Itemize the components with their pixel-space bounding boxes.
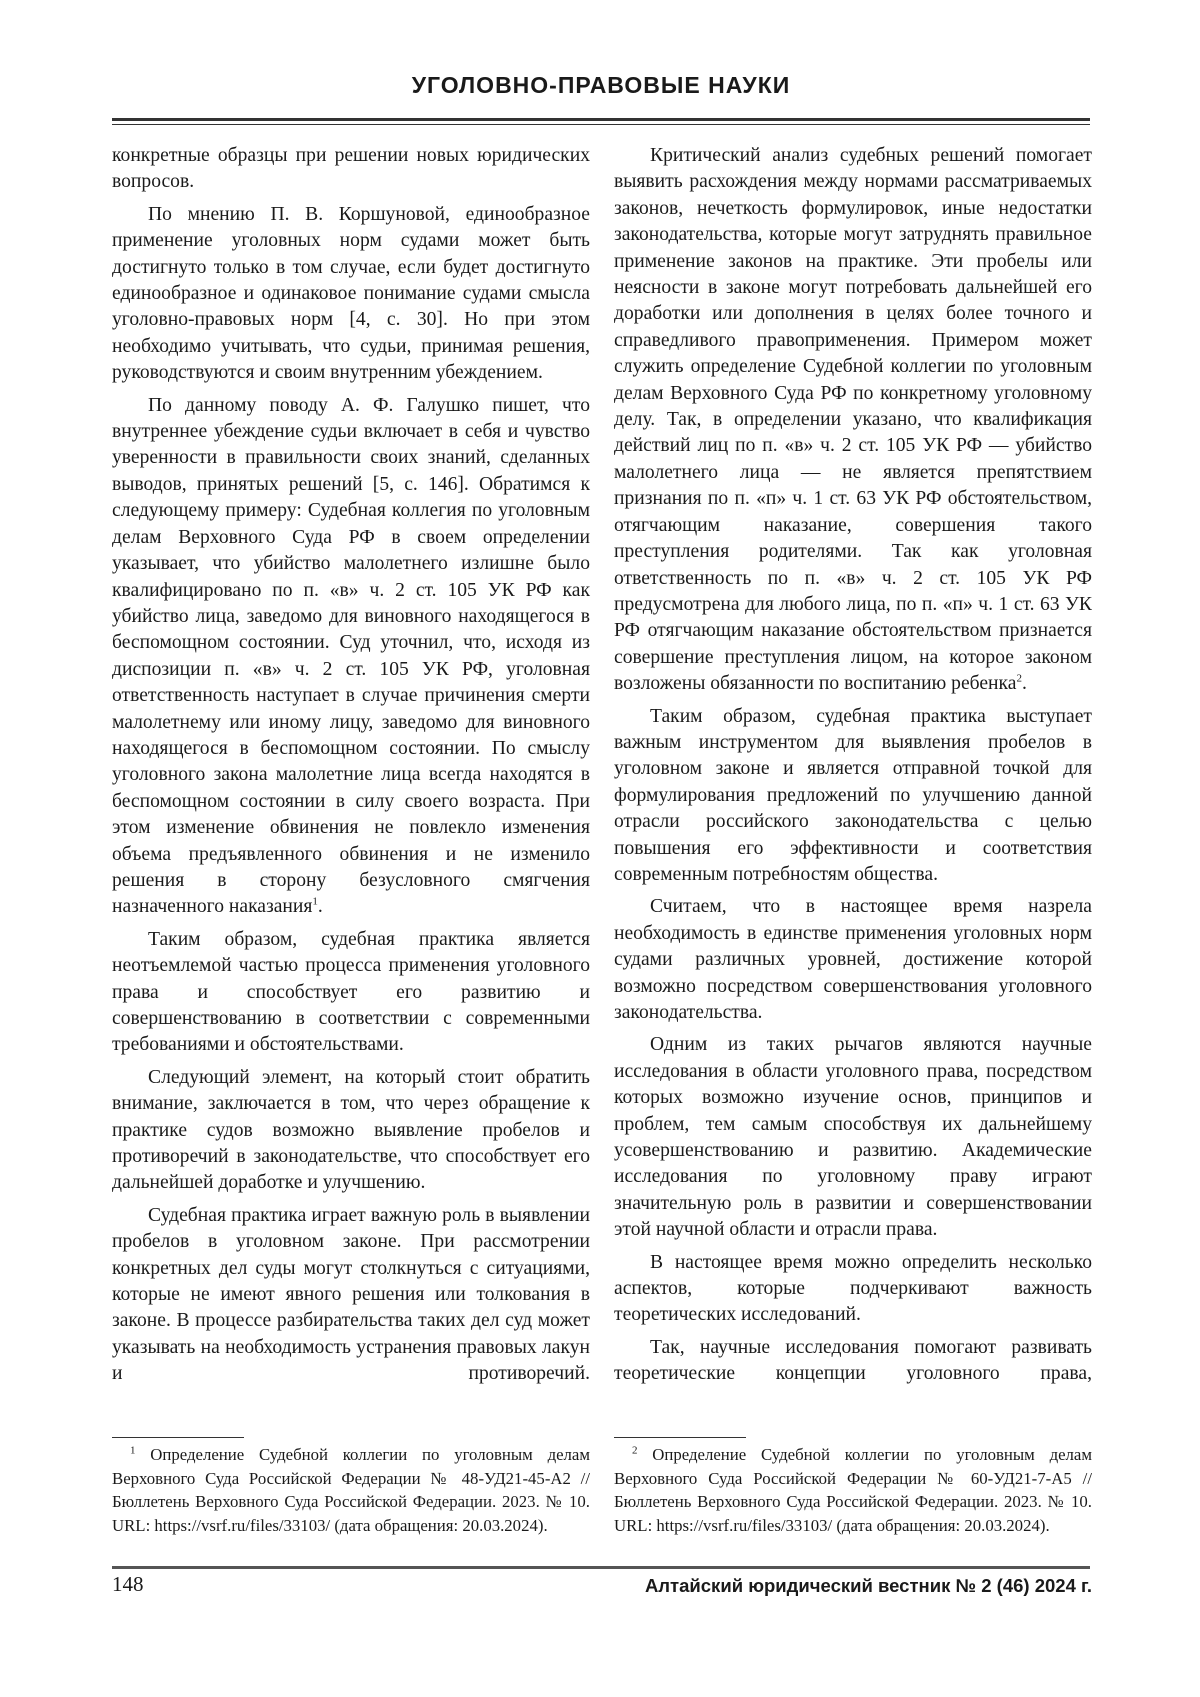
paragraph: конкретные образцы при решении новых юридических вопросов. (112, 145, 590, 193)
footnote-separator (614, 1437, 746, 1438)
paragraph: По мнению П. В. Коршуновой, единообразное применение уголовных норм судами может быть достигнуто только в том случае, если будет достигнуто единообразное и одинаковое понимание судами смысла уголовно-правовых норм [4, с. 30]. Но при этом необходимо учитывать, что судьи, принимая решения, руководствуются и своим внутренним убеждением. (112, 203, 590, 384)
footnote-ref[interactable]: 1 (312, 895, 318, 908)
paragraph: Так, научные исследования помогают развивать теоретические концепции уголовного права, (614, 1336, 1092, 1385)
footnote-separator (112, 1437, 244, 1438)
paragraph: Критический анализ судебных решений помогает выявить расхождения между нормами рассматриваемых законов, нечеткость формулировок, иные недостатки законодательства, которые могут затруднять правильное применение законов на практике. Эти пробелы или неясности в законе могут потребовать дальнейшей его доработки или дополнения в целях более точного и справедливого правоприменения. Примером может служить определение Судебной коллегии по уголовным делам Верховного Суда РФ по конкретному уголовному делу. Так, в определении указано, что квалификация действий лиц по п. «в» ч. 2 ст. 105 УК РФ — убийство малолетнего лица — не является препятствием признания по п. «п» ч. 1 ст. 63 УК РФ обстоятельством, отягчающим наказание, совершения такого преступления родителями. Так как уголовная ответственность по п. «в» ч. 2 ст. 105 УК РФ предусмотрена для любого лица, по п. «п» ч. 1 ст. 63 УК РФ отягчающим наказание обстоятельством признается совершение преступления лицом, на которое законом возложены обязанности по воспитанию ребенка$^2$. (614, 145, 1092, 695)
paragraph: Таким образом, судебная практика выступает важным инструментом для выявления пробелов в уголовном законе и является отправной точкой для формулирования предложений по улучшению данной отрасли российского законодательства с целью повышения его эффективности и соответствия современным потребностям общества. (614, 705, 1092, 885)
footnote-1 (112, 1443, 590, 1537)
footnote-text (112, 1443, 590, 1537)
footnote-marker: 2 (632, 1444, 638, 1457)
section-title: УГОЛОВНО-ПРАВОВЫЕ НАУКИ (411, 72, 791, 98)
header-rule (112, 118, 1090, 121)
paragraph: Считаем, что в настоящее время назрела необходимость в единстве применения уголовных норм судами различных уровней, достижение которой возможно посредством совершенствования уголовного законодательства. (614, 896, 1092, 1023)
footnote-body: Определение Судебной коллегии по уголовным делам Верховного Суда Российской Федерации № 48-УД21-45-А2 // Бюллетень Верховного Суда Российской Федерации. 2023. № 10. URL: https://vsrf.ru/files/33103/ (дата обращения: 20.03.2024). (112, 1445, 590, 1535)
paragraph: Следующий элемент, на который стоит обратить внимание, заключается в том, что через обращение к практике судов возможно выявление пробелов и противоречий в законодательстве, что способствует его дальнейшей доработке и улучшению. (112, 1066, 590, 1194)
paragraph-text: По данному поводу А. Ф. Галушко пишет, что внутреннее убеждение судьи включает в себя и чувство уверенности в правильности своих знаний, сделанных выводов, принятых решений [5, с. 146]. Обратимся к следующему примеру: Судебная коллегия по уголовным делам Верховного Суда РФ в своем определении указывает, что убийство малолетнего излишне было квалифицировано по п. «в» ч. 2 ст. 105 УК РФ как убийство лица, заведомо для виновного находящегося в беспомощном состоянии. Суд уточнил, что, исходя из диспозиции п. «в» ч. 2 ст. 105 УК РФ, уголовная ответственность наступает в случае причинения смерти малолетнему или иному лицу, заведомо для виновного находящегося в беспомощном состоянии. По смыслу уголовного закона малолетние лица всегда находятся в беспомощном состоянии в силу своего возраста. При этом изменение обвинения не повлекло изменения объема предъявленного обвинения и не изменило решения в сторону безусловного смягчения назначенного наказания (112, 394, 590, 918)
paragraph: Судебная практика играет важную роль в выявлении пробелов в уголовном законе. При рассмотрении конкретных дел суды могут столкнуться с ситуациями, которые не имеют явного решения или толкования в законе. В процессе разбирательства таких дел суд может указывать на необходимость устранения правовых лакун и противоречий. (112, 1204, 590, 1385)
paragraph: По данному поводу А. Ф. Галушко пишет, что внутреннее убеждение судьи включает в себя и чувство уверенности в правильности своих знаний, сделанных выводов, принятых решений [5, с. 146]. Обратимся к следующему примеру: Судебная коллегия по уголовным делам Верховного Суда РФ в своем определении указывает, что убийство малолетнего излишне было квалифицировано по п. «в» ч. 2 ст. 105 УК РФ как убийство лица, заведомо для виновного находящегося в беспомощном состоянии. Суд уточнил, что, исходя из диспозиции п. «в» ч. 2 ст. 105 УК РФ, уголовная ответственность наступает в случае причинения смерти малолетнему или иному лицу, заведомо для виновного находящегося в беспомощном состоянии. По смыслу уголовного закона малолетние лица всегда находятся в беспомощном состоянии в силу своего возраста. При этом изменение обвинения не повлекло изменения объема предъявленного обвинения и не изменило решения в сторону безусловного смягчения назначенного наказания$^1$. (112, 394, 590, 918)
paragraph: В настоящее время можно определить несколько аспектов, которые подчеркивают важность теоретических исследований. (614, 1251, 1092, 1326)
right-column (614, 143, 1092, 1388)
footnote-marker: 1 (130, 1444, 136, 1457)
paragraph: Таким образом, судебная практика является неотъемлемой частью процесса применения уголовного права и способствует его развитию и совершенствованию в соответствии с современными требованиями и обстоятельствами. (112, 928, 590, 1056)
paragraph: Одним из таких рычагов являются научные исследования в области уголовного права, посредством которых возможно изучение основ, принципов и проблем, тем самым способствуя их дальнейшему усовершенствованию и развитию. Академические исследования по уголовному праву играют значительную роль в развитии и совершенствовании этой научной области и отрасли права. (614, 1034, 1092, 1241)
footnote-2 (614, 1443, 1092, 1537)
footnote-text (614, 1443, 1092, 1537)
left-column (112, 143, 590, 1388)
page-number: 148 (112, 1572, 144, 1596)
journal-title: Алтайский юридический вестник № 2 (46) 2024 г. (644, 1575, 1092, 1596)
paragraph-text: Критический анализ судебных решений помогает выявить расхождения между нормами рассматриваемых законов, нечеткость формулировок, иные недостатки законодательства, которые могут затруднять правильное применение законов на практике. Эти пробелы или неясности в законе могут потребовать дальнейшей его доработки или дополнения в целях более точного и справедливого правоприменения. Примером может служить определение Судебной коллегии по уголовным делам Верховного Суда РФ по конкретному уголовному делу. Так, в определении указано, что квалификация действий лиц по п. «в» ч. 2 ст. 105 УК РФ — убийство малолетнего лица — не является препятствием признания по п. «п» ч. 1 ст. 63 УК РФ обстоятельством, отягчающим наказание, совершения такого преступления родителями. Так как уголовная ответственность по п. «в» ч. 2 ст. 105 УК РФ предусмотрена для любого лица, по п. «п» ч. 1 ст. 63 УК РФ отягчающим наказание обстоятельством признается совершение преступления лицом, на которое законом возложены обязанности по воспитанию ребенка (614, 145, 1092, 695)
footer-rule (112, 1566, 1090, 1569)
footnote-body: Определение Судебной коллегии по уголовным делам Верховного Суда Российской Федерации № 60-УД21-7-А5 // Бюллетень Верховного Суда Российской Федерации. 2023. № 10. URL: https://vsrf.ru/files/33103/ (дата обращения: 20.03.2024). (614, 1445, 1092, 1535)
header-rule-thin (112, 124, 1090, 125)
footnote-ref[interactable]: 2 (1016, 672, 1022, 685)
